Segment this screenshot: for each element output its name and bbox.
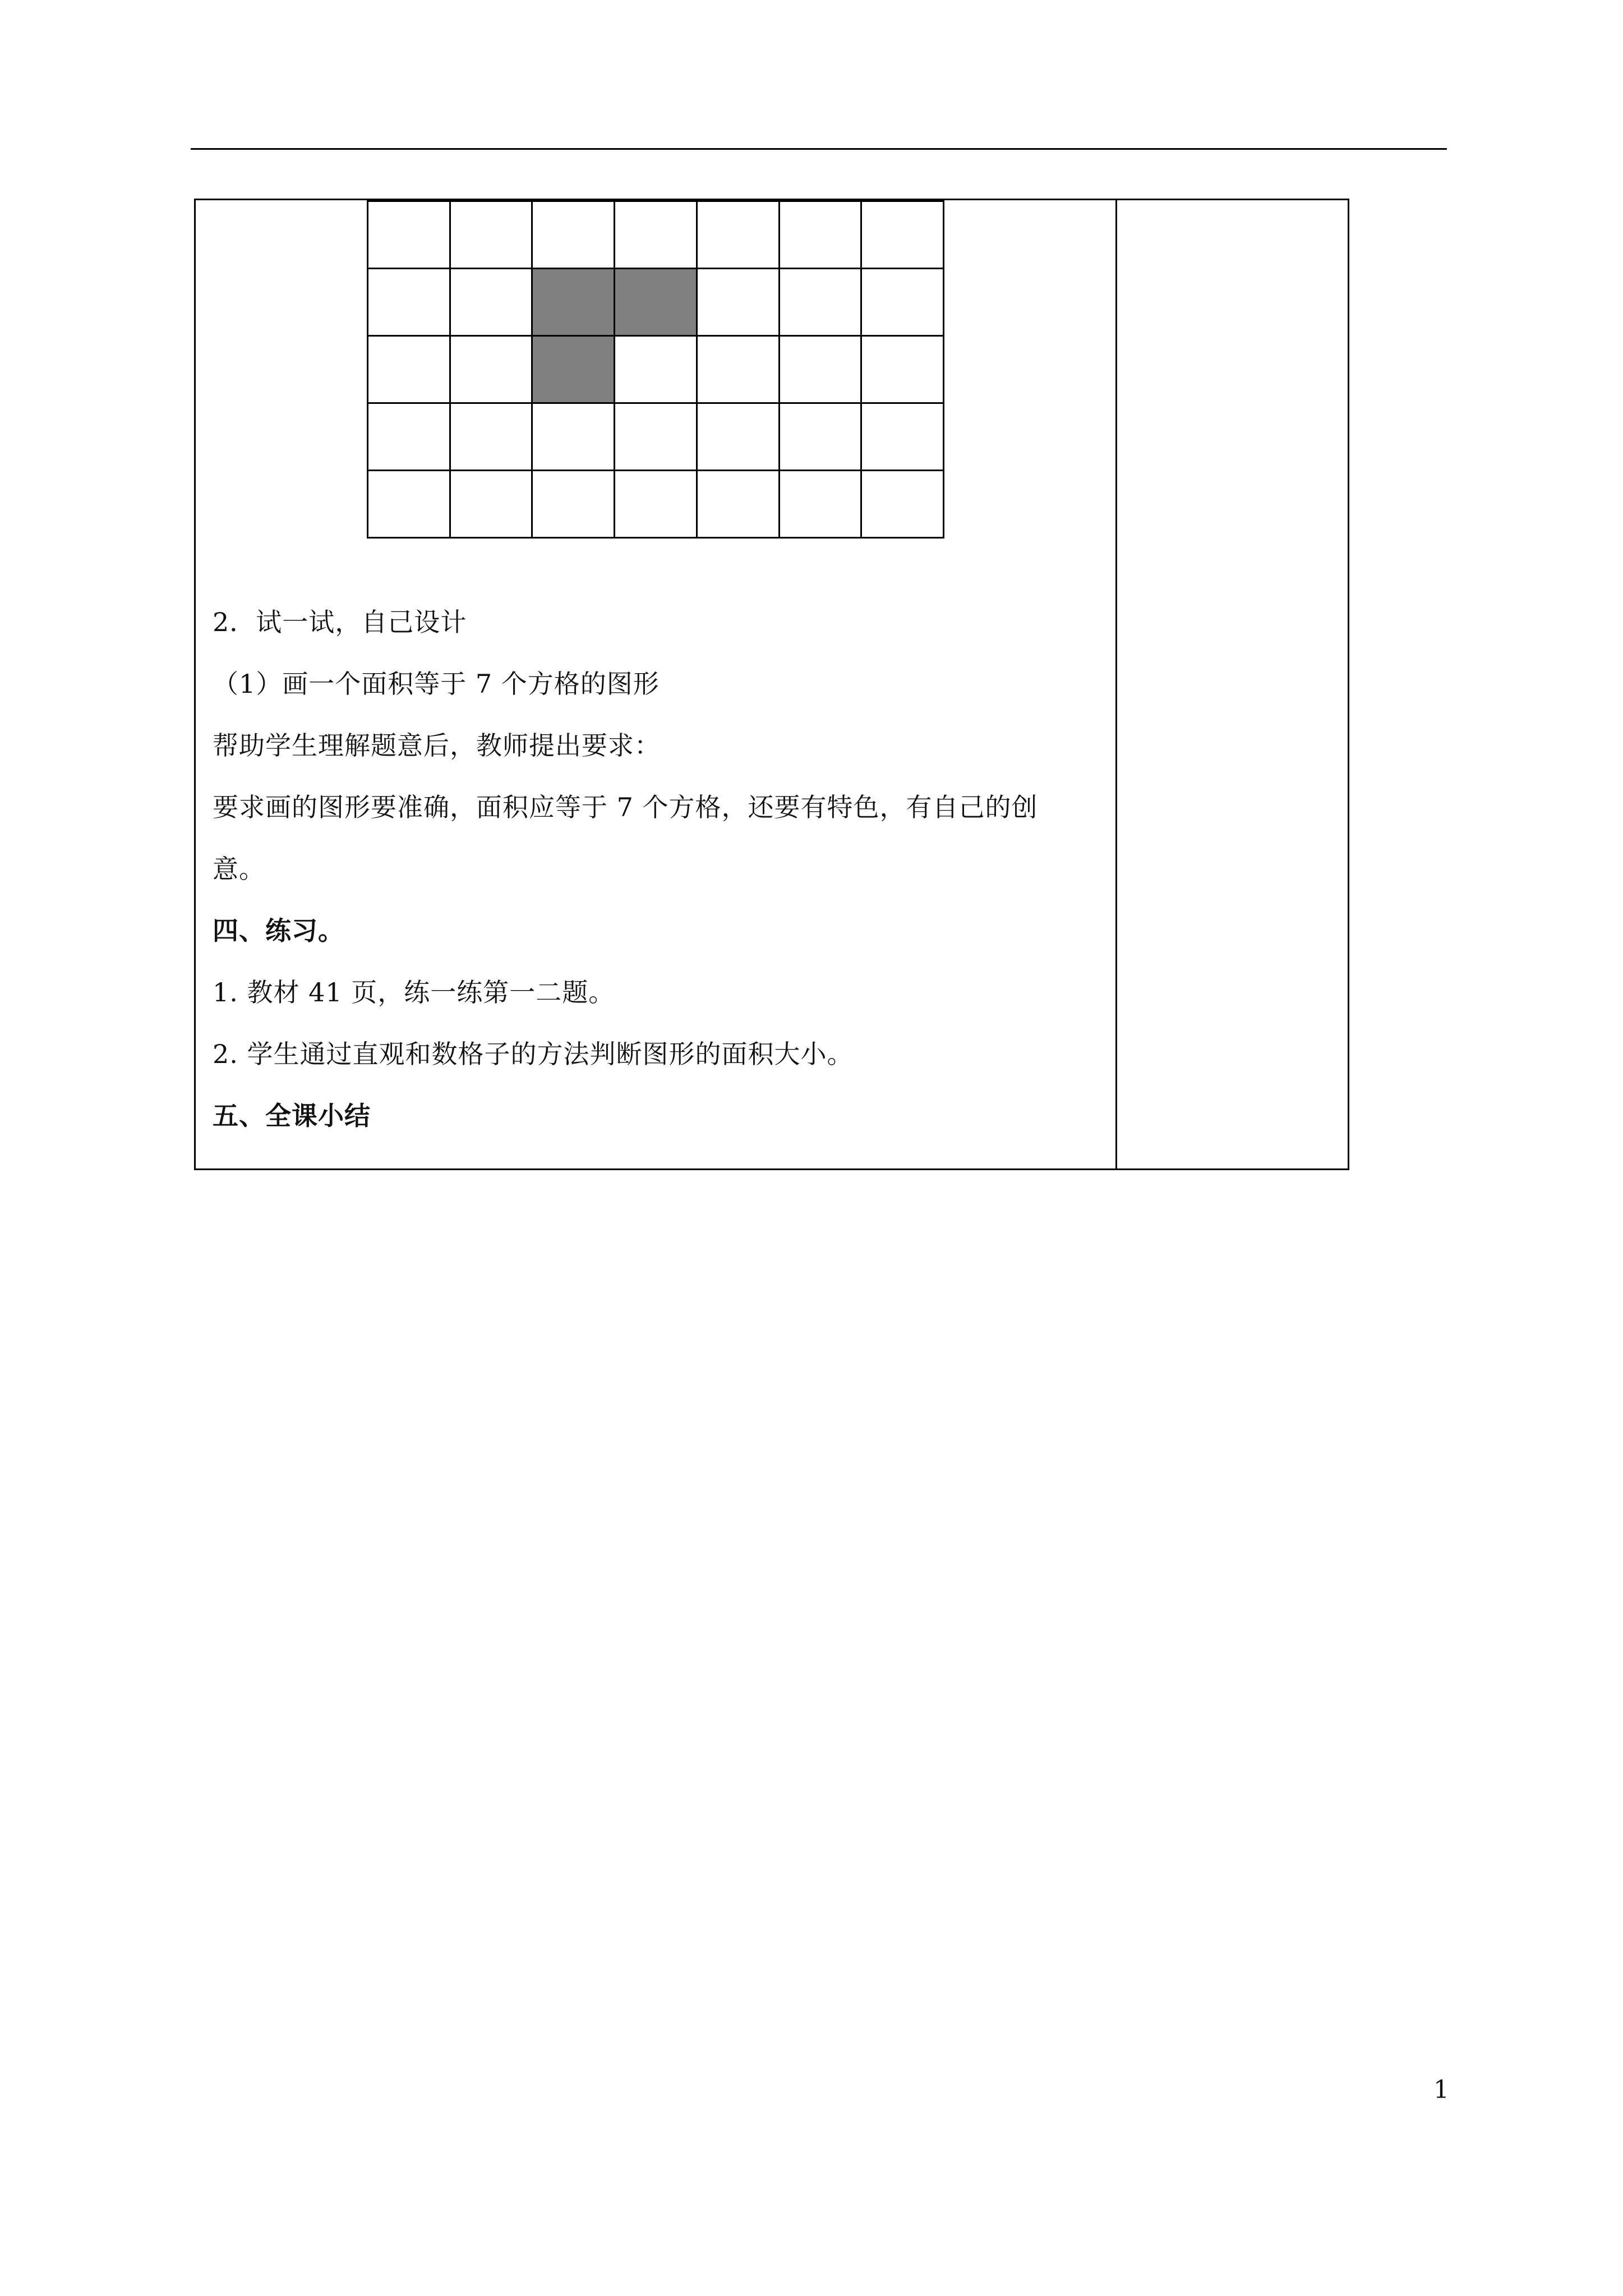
grid-cell bbox=[778, 268, 861, 335]
grid-cell bbox=[367, 470, 449, 537]
grid-cell-shaded bbox=[531, 268, 614, 335]
grid-cell bbox=[531, 402, 614, 470]
grid-cell bbox=[860, 268, 943, 335]
exercise-item-1: 1. 教材 41 页，练一练第一二题。 bbox=[213, 977, 615, 1007]
grid-cell-shaded bbox=[531, 335, 614, 402]
grid-cell bbox=[367, 402, 449, 470]
grid-cell bbox=[449, 268, 532, 335]
grid-cell bbox=[696, 200, 778, 268]
grid-cell bbox=[778, 470, 861, 537]
grid-cell bbox=[449, 335, 532, 402]
table-column-divider bbox=[1115, 200, 1117, 1168]
lesson-table bbox=[194, 199, 1349, 1170]
grid-cell bbox=[696, 402, 778, 470]
grid-cell bbox=[367, 268, 449, 335]
grid-cell bbox=[367, 200, 449, 268]
grid-cell bbox=[449, 470, 532, 537]
requirement-text: 要求画的图形要准确，面积应等于 7 个方格，还要有特色，有自己的创 bbox=[213, 792, 1038, 822]
grid-cell-shaded bbox=[614, 268, 696, 335]
grid-cell bbox=[860, 402, 943, 470]
grid-cell bbox=[778, 200, 861, 268]
grid-cell bbox=[778, 335, 861, 402]
grid-cell bbox=[614, 335, 696, 402]
grid-cell bbox=[696, 268, 778, 335]
requirement-text-continued: 意。 bbox=[213, 854, 265, 884]
grid-cell bbox=[614, 470, 696, 537]
grid-cell bbox=[531, 200, 614, 268]
teacher-instruction: 帮助学生理解题意后，教师提出要求： bbox=[213, 730, 661, 761]
task-draw-shape: （1）画一个面积等于 7 个方格的图形 bbox=[213, 669, 660, 699]
grid-cell bbox=[614, 200, 696, 268]
grid-cell bbox=[860, 335, 943, 402]
exercise-item-2: 2. 学生通过直观和数格子的方法判断图形的面积大小。 bbox=[213, 1039, 854, 1069]
grid-cell bbox=[778, 402, 861, 470]
grid-cell bbox=[531, 470, 614, 537]
grid-cell bbox=[860, 470, 943, 537]
page-number: 1 bbox=[1433, 2076, 1449, 2104]
grid-cell bbox=[696, 470, 778, 537]
grid-cell bbox=[449, 402, 532, 470]
section-practice-heading: 四、练习。 bbox=[213, 915, 344, 946]
grid-cell bbox=[860, 200, 943, 268]
grid-cell bbox=[449, 200, 532, 268]
grid-cell bbox=[614, 402, 696, 470]
grid-cell bbox=[367, 335, 449, 402]
grid-cell bbox=[696, 335, 778, 402]
section-summary-heading: 五、全课小结 bbox=[213, 1101, 371, 1131]
try-design-heading: 2．试一试，自己设计 bbox=[213, 607, 467, 637]
header-rule bbox=[191, 148, 1447, 150]
square-grid bbox=[367, 200, 944, 539]
